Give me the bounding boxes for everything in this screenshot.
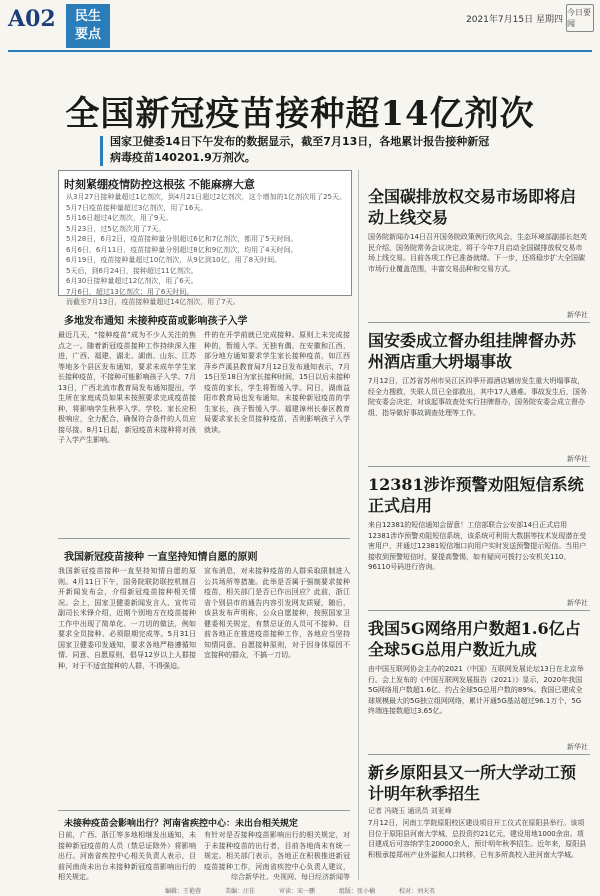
article-text-travel-continued: 有针对是否接种疫苗影响出行的相关规定，对于未接种疫苗的出行者，目前各地尚未有统一规定。相关部门表示，各地正在积极推进新冠疫苗接种工作，河南省疾控中心负责人建议， xyxy=(204,831,350,871)
timeline-box-title: 时刻紧绷疫情防控这根弦 不能麻痹大意 xyxy=(64,178,255,191)
headline-yuanyang-university: 新乡原阳县又一所大学动工预计明年秋季招生 xyxy=(368,763,577,803)
lead-accent-bar xyxy=(100,136,103,166)
timeline-box-list xyxy=(66,192,346,308)
article-divider xyxy=(368,754,590,755)
timeline-line: 5天后，到6月24日，接种超过11亿剂次。 xyxy=(66,266,198,275)
timeline-line: 5月28日，6月2日，疫苗接种量分别超过6亿和7亿剂次，都用了5天时间。 xyxy=(66,235,298,243)
timeline-line: 而截至7月13日，疫苗接种量超过14亿剂次，用了7天。 xyxy=(66,298,240,306)
article-text-fraud-alert: 来自12381的短信通知会留意！工信部联合公安部14日正式启用12381涉诈预警劝阻短信系统，该系统可利用大数据等技术发现潜在受害用户，并通过12381短信端口向用户实时发送预警提示短信。当用户接收到预警短信时，要提高警惕，如有疑问可拨打公安机关110、96110号码进行咨询。 xyxy=(368,521,587,571)
byline-fraud-alert: 新华社 xyxy=(567,599,588,607)
credit-layout: 组版：张小楠 xyxy=(339,887,376,895)
headline-suzhou-collapse: 国安委成立督办组挂牌督办苏州酒店重大坍塌事故 xyxy=(368,331,577,371)
subhead-admission: 多地发布通知 未接种疫苗或影响孩子入学 xyxy=(64,316,248,327)
page-number: A02 xyxy=(8,6,56,32)
byline-5g-users: 新华社 xyxy=(567,743,588,751)
timeline-line: 5月7日疫苗接种量超过3亿剂次，用了16天。 xyxy=(66,203,208,212)
headline-carbon-market: 全国碳排放权交易市场即将启动上线交易 xyxy=(368,187,577,227)
article-divider xyxy=(368,466,590,467)
header-divider xyxy=(8,50,592,52)
lead-paragraph: 国家卫健委14日下午发布的数据显示，截至7月13日，各地累计报告接种新冠病毒疫苗140201.9万剂次。 xyxy=(110,135,490,164)
byline-yuanyang-university: 记者 冯晓玉 通讯员 刘亚峰 xyxy=(368,807,452,815)
byline-carbon-market: 新华社 xyxy=(567,311,588,319)
subhead-voluntary: 我国新冠疫苗接种 一直坚持知情自愿的原则 xyxy=(64,552,258,563)
timeline-line: 5月23日，过5亿剂次用了7天。 xyxy=(66,224,166,233)
subhead-travel: 未接种疫苗会影响出行？河南省疾控中心：未出台相关规定 xyxy=(64,819,299,829)
column-divider xyxy=(358,170,359,880)
timeline-line: 7月6日，超过13亿剂次；用了6天时间。 xyxy=(66,287,194,296)
issue-date: 2021年7月15日 星期四 xyxy=(466,15,563,25)
timeline-line: 从3月27日接种量超过1亿剂次，到4月21日超过2亿剂次，这个增加的1亿剂次用了25天。 xyxy=(66,193,346,201)
headline-fraud-alert: 12381涉诈预警劝阻短信系统正式启用 xyxy=(368,475,584,515)
timeline-line: 5月16日超过4亿剂次，用了9天。 xyxy=(66,214,173,222)
timeline-line: 6月30日接种量超过12亿剂次，用了6天。 xyxy=(66,277,198,285)
credit-proofreader: 校对：刘天英 xyxy=(399,887,436,895)
credit-reviewer: 审读：宋一鹏 xyxy=(278,887,315,895)
section-divider xyxy=(58,810,350,811)
section-label-1: 民生 xyxy=(74,9,101,24)
article-text-travel: 日前，广西、浙江等多地相继发出通知，未接种新冠疫苗的人员（禁忌证除外）将影响出行。河南省疾控中心相关负责人表示，目前河南尚未出台未接种新冠疫苗影响出行的相关规定。 xyxy=(58,831,196,881)
article-text-restrictions: 宣布消息，对未接种疫苗的人群采取限制进入公共场所等措施。此举是否属于强制要求接种疫苗，相关部门是否已作出回应？此前，浙江省个别县市的通告内容引发网友质疑，随后，该县发布声明称，公众自愿接种，按照国家卫健委相关规定，有禁忌证的人员可不接种。目前各地正在推进疫苗接种工作，各地应当坚持知情同意、自愿接种原则，对于因身体原因不宜接种的群众，不搞一刀切。 xyxy=(204,567,350,659)
article-text-suzhou-collapse: 7月12日，江苏省苏州市吴江区四季开源酒店辅房发生重大坍塌事故，经全力搜救，失联人员已全部救出，其中17人遇难。事故发生后，国务院安委会决定，对该起事故查处实行挂牌督办，国务院安委会成立督办组，指导做好事故调查处理等工作。 xyxy=(368,377,587,417)
section-divider xyxy=(58,538,350,539)
headline-5g-users: 我国5G网络用户数超1.6亿占全球5G总用户数近九成 xyxy=(368,619,581,659)
article-text-continued: 件的在开学前就已完成接种。原则上未完成接种的，暂缓入学。无独有偶，在安徽和江西，部分地方通知要求学生家长接种疫苗，如江西萍乡芦溪县教育局7月12日发布通知表示，7月15日至18日为家长接种时间，15日以后未接种疫苗的家长，学生将暂缓入学。同日，湖南益阳市教育局也发布通知，未接种新冠疫苗的学生家长，孩子暂缓入学。福建漳州长泰区教育局要求家长全员接种疫苗，否则影响孩子入学就读。 xyxy=(204,331,350,434)
main-headline: 全国新冠疫苗接种超14亿剂次 xyxy=(65,94,535,134)
timeline-line: 6月19日，疫苗接种量超过10亿剂次，从9亿到10亿，用了8天时间。 xyxy=(66,256,282,264)
section-label-2: 要点 xyxy=(74,27,101,42)
article-text-yuanyang-university: 7月12日，河南工学院原阳校区建设项目开工仪式在原阳县举行。该项目位于原阳县河南大学城，总投资约21亿元，建设用地1000余亩。项目建成后可容纳学生20000余人，预计明年秋季招生。近年来，原阳县积极承接郑州产业外溢和人口转移，已有多所高校入驻河南大学城。 xyxy=(368,819,587,859)
byline-suzhou-collapse: 新华社 xyxy=(567,455,588,463)
article-text-admission: 最近几天，“接种疫苗”成为不少人关注的焦点之一。随着新冠疫苗接种工作持续深入推进，广西、福建、湖北、湖南、山东、江苏等地多个县区发布通知，要求未成年学生家长接种疫苗，不接种可能影响孩子入学。7月13日，广西北流市教育局发布通知提出，学生所在家庭成员如果未按照要求完成疫苗接种，将影响学生秋季入学。学校、家长应积极响应，全力配合，确保符合条件的人员应接尽接。8月1日起，新冠疫苗未接种将对孩子入学产生影响。 xyxy=(58,331,196,444)
article-divider xyxy=(368,610,590,611)
credit-designer: 美编：汪佳 xyxy=(224,887,255,895)
article-text-voluntary: 我国新冠疫苗接种一直坚持知情自愿的原则。4月11日下午，国务院联防联控机制召开新闻发布会，介绍新冠疫苗接种相关情况。会上，国家卫健委新闻发言人、宣传司副司长米锋介绍，近期个别地方在疫苗接种工作中出现了简单化、一刀切的做法，例如要求全员接种、必须限期完成等。5月31日国家卫健委印发通知，要求各地严格遵循知情、同意、自愿原则，倡导12岁以上人群接种，对于不适宜接种的人群，不得强迫。 xyxy=(58,567,196,670)
editorial-credits xyxy=(0,884,600,896)
section-badge xyxy=(66,4,110,48)
article-divider xyxy=(368,322,590,323)
masthead-logo: 今日要闻 xyxy=(566,4,594,32)
article-text-5g-users: 由中国互联网协会主办的2021（中国）互联网发展论坛13日在北京举行。会上发布的《中国互联网发展报告（2021）》显示，2020年我国5G网络用户数超1.6亿，约占全球5G总用户数的89%。我国已建成全球规模最大的5G独立组网网络，累计开通5G基站超过96.1万个，5G终端连接数超过3.65亿。 xyxy=(368,665,584,715)
sources-credit: 综合新华社、央视网、每日经济新闻等 xyxy=(231,873,350,881)
credit-editor: 编辑：王艳蓉 xyxy=(164,887,201,895)
article-text-carbon-market: 国务院新闻办14日召开国务院政策例行吹风会，生态环境部副部长赵英民介绍，国务院常务会议决定，将于今年7月启动全国碳排放权交易市场上线交易。目前各项工作已准备就绪。下一步，还将稳步扩大全国碳市场行业覆盖范围，丰富交易品种和交易方式。 xyxy=(368,233,587,273)
timeline-line: 6月6日，6月11日，疫苗接种量分别超过8亿和9亿剂次，均用了4天时间。 xyxy=(66,245,298,254)
